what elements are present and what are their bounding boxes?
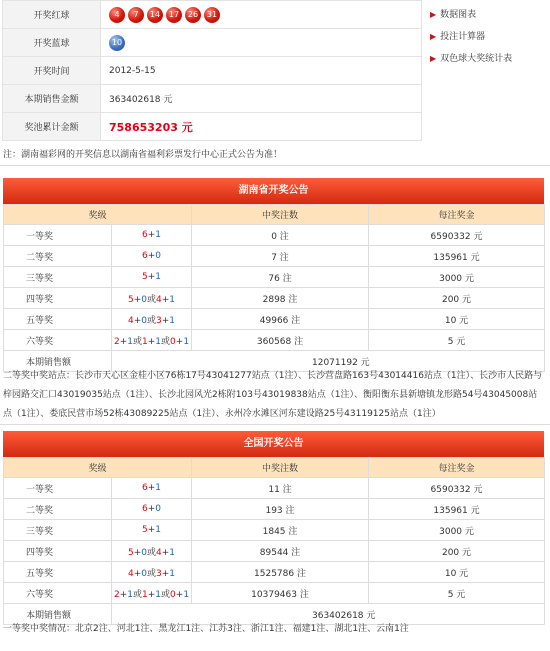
triangle-right-icon: ▶ xyxy=(430,10,437,19)
col-header-prize: 每注奖金 xyxy=(369,205,545,225)
pool-label: 奖池累计金额 xyxy=(3,113,101,141)
draw-date: 2012-5-15 xyxy=(101,57,422,85)
red-balls xyxy=(101,1,422,29)
pool-amount: 758653203 元 xyxy=(109,120,193,134)
prize-condition: 2+1或1+1或0+1 xyxy=(112,330,192,351)
prize-condition: 5+0或4+1 xyxy=(112,288,192,309)
link-jackpot-stats[interactable]: ▶ 双色球大奖统计表 xyxy=(430,54,513,64)
period-sales-label: 本期销售额 xyxy=(4,604,112,625)
prize-level: 五等奖 xyxy=(4,309,112,330)
quick-links xyxy=(430,8,512,74)
prize-row xyxy=(4,541,545,562)
prize-row xyxy=(4,499,545,520)
winner-count: 76 注 xyxy=(192,267,369,288)
prize-condition: 6+0 xyxy=(112,499,192,520)
blue-ball: 10 xyxy=(109,35,125,51)
col-header-prize: 每注奖金 xyxy=(369,458,545,478)
period-sales-value: 363402618 元 xyxy=(112,604,545,625)
prize-row xyxy=(4,246,545,267)
prize-row xyxy=(4,225,545,246)
prize-amount: 5 元 xyxy=(369,583,545,604)
divider xyxy=(0,424,550,425)
sales-amount: 363402618 元 xyxy=(101,85,422,113)
col-header-level: 奖级 xyxy=(4,458,192,478)
draw-info-table xyxy=(2,0,422,141)
prize-level: 一等奖 xyxy=(4,478,112,499)
national-title: 全国开奖公告 xyxy=(3,431,544,457)
col-header-count: 中奖注数 xyxy=(192,458,369,478)
prize-condition: 2+1或1+1或0+1 xyxy=(112,583,192,604)
red-ball: 7 xyxy=(128,7,144,23)
prize-condition: 6+0 xyxy=(112,246,192,267)
blue-ball-label: 开奖蓝球 xyxy=(3,29,101,57)
sales-label: 本期销售金额 xyxy=(3,85,101,113)
prize-row xyxy=(4,478,545,499)
prize-row xyxy=(4,330,545,351)
red-ball: 17 xyxy=(166,7,182,23)
prize-level: 五等奖 xyxy=(4,562,112,583)
prize-level: 二等奖 xyxy=(4,246,112,267)
prize-amount: 6590332 元 xyxy=(369,225,545,246)
prize-row xyxy=(4,267,545,288)
prize-amount: 3000 元 xyxy=(369,267,545,288)
winner-count: 2898 注 xyxy=(192,288,369,309)
prize-condition: 4+0或3+1 xyxy=(112,562,192,583)
prize-condition: 5+1 xyxy=(112,520,192,541)
prize-condition: 5+0或4+1 xyxy=(112,541,192,562)
winner-count: 0 注 xyxy=(192,225,369,246)
hunan-winning-stations: 二等奖中奖站点：长沙市天心区金桂小区76栋17号43041277站点（1注）、长沙营盘路163号43014416站点（1注）、长沙市人民路与梓园路交汇口43019035站点（1注）、长沙北园风光2栋附103号43019838站点（1注）、衡阳衡东县新塘镇龙形路54号43045008站点（1注）、娄底民营市场52栋43089225站点（1注）、永州冷水滩区河东建设路25号43119125站点（1注） xyxy=(3,371,543,419)
red-ball: 26 xyxy=(185,7,201,23)
prize-condition: 4+0或3+1 xyxy=(112,309,192,330)
national-first-prize-winners: 一等奖中奖情况：北京2注、河北1注、黑龙江1注、江苏3注、浙江1注、福建1注、湖北1注、云南1注 xyxy=(3,624,409,634)
winner-count: 1845 注 xyxy=(192,520,369,541)
prize-condition: 6+1 xyxy=(112,225,192,246)
winner-count: 1525786 注 xyxy=(192,562,369,583)
period-sales-label: 本期销售额 xyxy=(4,351,112,372)
prize-condition: 5+1 xyxy=(112,267,192,288)
red-ball: 14 xyxy=(147,7,163,23)
prize-level: 三等奖 xyxy=(4,520,112,541)
prize-amount: 200 元 xyxy=(369,541,545,562)
prize-amount: 6590332 元 xyxy=(369,478,545,499)
col-header-level: 奖级 xyxy=(4,205,192,225)
prize-row xyxy=(4,288,545,309)
col-header-count: 中奖注数 xyxy=(192,205,369,225)
prize-amount: 3000 元 xyxy=(369,520,545,541)
red-ball: 4 xyxy=(109,7,125,23)
prize-amount: 135961 元 xyxy=(369,246,545,267)
prize-row xyxy=(4,562,545,583)
prize-level: 四等奖 xyxy=(4,541,112,562)
winner-count: 10379463 注 xyxy=(192,583,369,604)
triangle-right-icon: ▶ xyxy=(430,54,437,63)
winner-count: 11 注 xyxy=(192,478,369,499)
draw-date-label: 开奖时间 xyxy=(3,57,101,85)
period-sales-value: 12071192 元 xyxy=(112,351,545,372)
national-prize-table xyxy=(3,457,545,625)
winner-count: 360568 注 xyxy=(192,330,369,351)
disclaimer-note: 注：湖南福彩网的开奖信息以湖南省福利彩票发行中心正式公告为准！ xyxy=(3,150,283,160)
winner-count: 89544 注 xyxy=(192,541,369,562)
prize-condition: 6+1 xyxy=(112,478,192,499)
hunan-title: 湖南省开奖公告 xyxy=(3,178,544,204)
prize-amount: 5 元 xyxy=(369,330,545,351)
winner-count: 193 注 xyxy=(192,499,369,520)
triangle-right-icon: ▶ xyxy=(430,32,437,41)
prize-row xyxy=(4,520,545,541)
hunan-prize-table xyxy=(3,204,545,372)
divider xyxy=(0,165,550,166)
red-ball: 31 xyxy=(204,7,220,23)
prize-level: 四等奖 xyxy=(4,288,112,309)
link-data-chart[interactable]: ▶ 数据图表 xyxy=(430,10,477,20)
prize-amount: 10 元 xyxy=(369,562,545,583)
prize-row xyxy=(4,309,545,330)
prize-amount: 200 元 xyxy=(369,288,545,309)
prize-amount: 10 元 xyxy=(369,309,545,330)
link-bet-calculator[interactable]: ▶ 投注计算器 xyxy=(430,32,486,42)
prize-level: 一等奖 xyxy=(4,225,112,246)
prize-level: 三等奖 xyxy=(4,267,112,288)
prize-amount: 135961 元 xyxy=(369,499,545,520)
winner-count: 7 注 xyxy=(192,246,369,267)
prize-row xyxy=(4,583,545,604)
red-balls-label: 开奖红球 xyxy=(3,1,101,29)
winner-count: 49966 注 xyxy=(192,309,369,330)
prize-level: 二等奖 xyxy=(4,499,112,520)
prize-level: 六等奖 xyxy=(4,583,112,604)
prize-level: 六等奖 xyxy=(4,330,112,351)
